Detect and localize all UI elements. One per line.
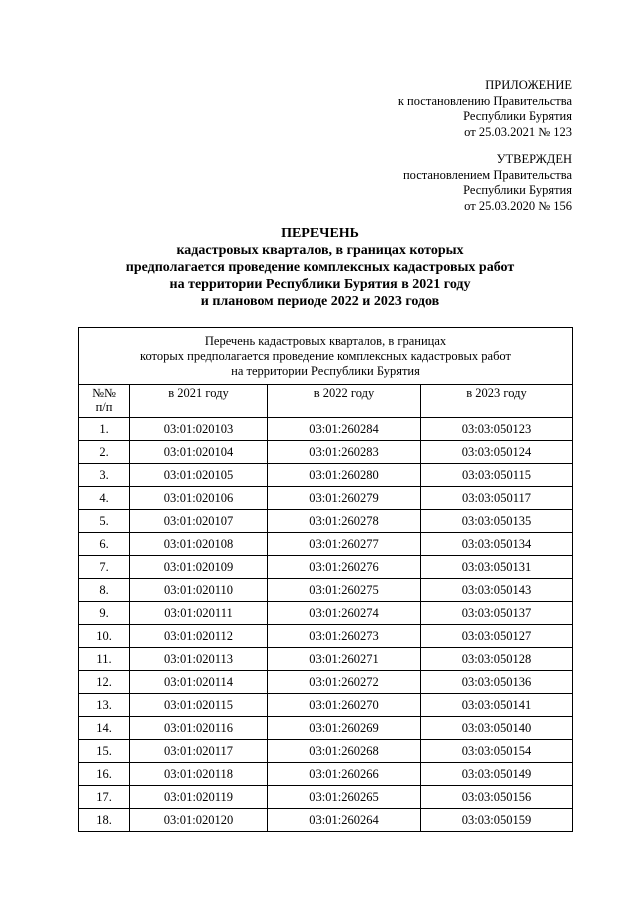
quarter-2023-cell: 03:03:050140 (421, 717, 573, 740)
title-line: предполагается проведение комплексных кадастровых работ (125, 260, 515, 275)
quarter-2023-cell: 03:03:050137 (421, 602, 573, 625)
column-header-2022: в 2022 году (268, 385, 421, 418)
table-caption (79, 328, 573, 385)
table-row (79, 648, 573, 671)
appendix-heading: ПРИЛОЖЕНИЕ (485, 78, 572, 92)
quarter-2021-cell: 03:01:020120 (130, 809, 268, 832)
quarter-2022-cell: 03:01:260280 (268, 464, 421, 487)
quarter-2023-cell: 03:03:050117 (421, 487, 573, 510)
quarter-2023-cell: 03:03:050141 (421, 694, 573, 717)
quarter-2021-cell: 03:01:020108 (130, 533, 268, 556)
quarter-2023-cell: 03:03:050127 (421, 625, 573, 648)
quarter-2022-cell: 03:01:260274 (268, 602, 421, 625)
quarter-2022-cell: 03:01:260266 (268, 763, 421, 786)
appendix-date: от 25.03.2021 № 123 (464, 124, 572, 139)
quarter-2021-cell: 03:01:020114 (130, 671, 268, 694)
appendix-block (398, 78, 572, 140)
quarter-2022-cell: 03:01:260270 (268, 694, 421, 717)
table-row (79, 740, 573, 763)
row-number-cell: 16. (79, 763, 130, 786)
row-number-cell: 5. (79, 510, 130, 533)
table-row (79, 556, 573, 579)
approved-line: Республики Бурятия (463, 183, 572, 197)
table-row (79, 579, 573, 602)
title-line: на территории Республики Бурятия в 2021 году (169, 277, 471, 292)
quarter-2022-cell: 03:01:260269 (268, 717, 421, 740)
quarter-2021-cell: 03:01:020115 (130, 694, 268, 717)
table-row (79, 625, 573, 648)
row-number-cell: 2. (79, 441, 130, 464)
quarter-2021-cell: 03:01:020105 (130, 464, 268, 487)
caption-line: Перечень кадастровых кварталов, в границах (204, 333, 447, 348)
row-number-cell: 14. (79, 717, 130, 740)
row-number-cell: 8. (79, 579, 130, 602)
table-row (79, 464, 573, 487)
row-number-cell: 12. (79, 671, 130, 694)
quarter-2022-cell: 03:01:260265 (268, 786, 421, 809)
row-number-cell: 7. (79, 556, 130, 579)
quarter-2021-cell: 03:01:020118 (130, 763, 268, 786)
quarter-2023-cell: 03:03:050134 (421, 533, 573, 556)
row-number-cell: 17. (79, 786, 130, 809)
appendix-line: Республики Бурятия (463, 109, 572, 123)
row-number-cell: 9. (79, 602, 130, 625)
quarter-2023-cell: 03:03:050124 (421, 441, 573, 464)
quarter-2022-cell: 03:01:260268 (268, 740, 421, 763)
column-header-2021: в 2021 году (130, 385, 268, 418)
quarter-2021-cell: 03:01:020112 (130, 625, 268, 648)
title-heading: ПЕРЕЧЕНЬ (281, 226, 359, 241)
quarter-2021-cell: 03:01:020106 (130, 487, 268, 510)
quarter-2022-cell: 03:01:260278 (268, 510, 421, 533)
table-row (79, 602, 573, 625)
table-row (79, 418, 573, 441)
table-row (79, 763, 573, 786)
quarter-2023-cell: 03:03:050115 (421, 464, 573, 487)
quarter-2023-cell: 03:03:050149 (421, 763, 573, 786)
quarter-2023-cell: 03:03:050128 (421, 648, 573, 671)
approved-date: от 25.03.2020 № 156 (464, 198, 572, 213)
table-body (79, 418, 573, 832)
quarter-2021-cell: 03:01:020113 (130, 648, 268, 671)
quarter-2023-cell: 03:03:050159 (421, 809, 573, 832)
approved-line: постановлением Правительства (402, 167, 572, 182)
header-number-sign: №№ (92, 386, 116, 400)
quarter-2022-cell: 03:01:260272 (268, 671, 421, 694)
row-number-cell: 4. (79, 487, 130, 510)
quarter-2022-cell: 03:01:260279 (268, 487, 421, 510)
quarter-2022-cell: 03:01:260277 (268, 533, 421, 556)
column-header-2023: в 2023 году (421, 385, 573, 418)
quarter-2023-cell: 03:03:050143 (421, 579, 573, 602)
quarter-2023-cell: 03:03:050154 (421, 740, 573, 763)
document-title (0, 225, 640, 310)
caption-line: которых предполагается проведение комплексных кадастровых работ (140, 348, 511, 363)
quarter-2021-cell: 03:01:020119 (130, 786, 268, 809)
table-row (79, 694, 573, 717)
table-row (79, 809, 573, 832)
quarter-2022-cell: 03:01:260264 (268, 809, 421, 832)
approved-block (403, 152, 572, 214)
quarter-2021-cell: 03:01:020110 (130, 579, 268, 602)
quarter-2023-cell: 03:03:050131 (421, 556, 573, 579)
row-number-cell: 11. (79, 648, 130, 671)
quarter-2021-cell: 03:01:020117 (130, 740, 268, 763)
quarter-2022-cell: 03:01:260283 (268, 441, 421, 464)
cadastral-table (78, 327, 573, 832)
row-number-cell: 18. (79, 809, 130, 832)
caption-line: на территории Республики Бурятия (231, 363, 420, 378)
quarter-2023-cell: 03:03:050136 (421, 671, 573, 694)
quarter-2022-cell: 03:01:260275 (268, 579, 421, 602)
table-row (79, 533, 573, 556)
quarter-2022-cell: 03:01:260276 (268, 556, 421, 579)
column-header-number (79, 385, 130, 418)
title-line: и плановом периоде 2022 и 2023 годов (200, 294, 440, 309)
row-number-cell: 10. (79, 625, 130, 648)
table-row (79, 671, 573, 694)
quarter-2023-cell: 03:03:050123 (421, 418, 573, 441)
title-line: кадастровых кварталов, в границах которых (176, 243, 464, 258)
row-number-cell: 6. (79, 533, 130, 556)
quarter-2022-cell: 03:01:260271 (268, 648, 421, 671)
appendix-line: к постановлению Правительства (397, 93, 572, 108)
quarter-2022-cell: 03:01:260284 (268, 418, 421, 441)
quarter-2021-cell: 03:01:020111 (130, 602, 268, 625)
quarter-2022-cell: 03:01:260273 (268, 625, 421, 648)
table-row (79, 441, 573, 464)
quarter-2021-cell: 03:01:020116 (130, 717, 268, 740)
row-number-cell: 15. (79, 740, 130, 763)
quarter-2021-cell: 03:01:020109 (130, 556, 268, 579)
quarter-2021-cell: 03:01:020107 (130, 510, 268, 533)
table-row (79, 487, 573, 510)
quarter-2021-cell: 03:01:020103 (130, 418, 268, 441)
header-number-abbr: п/п (95, 400, 113, 414)
row-number-cell: 3. (79, 464, 130, 487)
table-row (79, 786, 573, 809)
quarter-2023-cell: 03:03:050135 (421, 510, 573, 533)
row-number-cell: 13. (79, 694, 130, 717)
approved-heading: УТВЕРЖДЕН (496, 152, 572, 166)
row-number-cell: 1. (79, 418, 130, 441)
quarter-2021-cell: 03:01:020104 (130, 441, 268, 464)
quarter-2023-cell: 03:03:050156 (421, 786, 573, 809)
table-row (79, 717, 573, 740)
table-row (79, 510, 573, 533)
